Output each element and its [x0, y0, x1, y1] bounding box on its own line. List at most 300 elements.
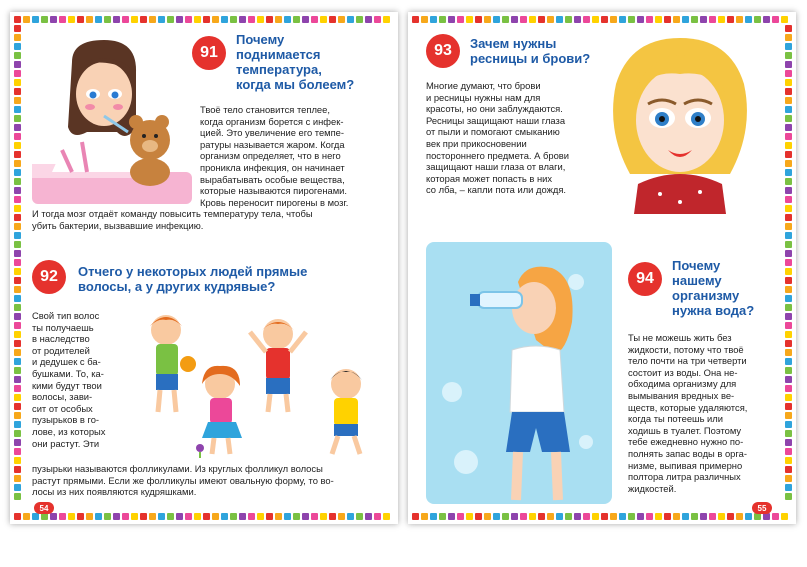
- border-dot: [785, 106, 792, 113]
- border-dot: [520, 16, 527, 23]
- border-dot: [785, 70, 792, 77]
- border-dot: [14, 367, 21, 374]
- right-page: [408, 12, 796, 524]
- border-dot: [421, 16, 428, 23]
- border-dot: [655, 16, 662, 23]
- border-dot: [565, 16, 572, 23]
- border-dot: [14, 115, 21, 122]
- border-dot: [785, 295, 792, 302]
- border-dot: [727, 513, 734, 520]
- text-line: Многие думают, что брови: [426, 80, 541, 91]
- border-dot: [785, 79, 792, 86]
- border-dot: [511, 16, 518, 23]
- border-dot: [412, 513, 419, 520]
- border-dot: [448, 16, 455, 23]
- border-dot: [785, 286, 792, 293]
- border-dot: [763, 513, 770, 520]
- text-line: от родителей: [32, 344, 90, 356]
- boy-dark-hair: [330, 369, 362, 454]
- border-dot: [754, 513, 761, 520]
- border-dot: [14, 513, 21, 520]
- border-dot: [610, 16, 617, 23]
- border-dot: [14, 430, 21, 437]
- title-line: когда мы болеем?: [236, 77, 355, 92]
- text-line: которые называются пирогенами.: [200, 185, 348, 197]
- question-94-title: [672, 258, 782, 318]
- text-line: И тогда мозг отдаёт команду повысить температуру тела, чтобы: [32, 208, 313, 219]
- border-dot: [785, 304, 792, 311]
- border-dot: [628, 16, 635, 23]
- border-dot: [538, 16, 545, 23]
- border-dot: [14, 484, 21, 491]
- border-dot: [574, 513, 581, 520]
- title-line: организму: [672, 288, 740, 303]
- question-92-text-full: [32, 463, 392, 498]
- border-dot: [14, 196, 21, 203]
- question-91-text-right: [200, 104, 390, 208]
- border-dot: [14, 403, 21, 410]
- border-dot: [14, 322, 21, 329]
- border-dot: [785, 430, 792, 437]
- border-dot: [785, 43, 792, 50]
- border-dot: [691, 513, 698, 520]
- left-bottom-border: [14, 513, 390, 520]
- border-dot: [628, 513, 635, 520]
- border-dot: [785, 277, 792, 284]
- border-dot: [221, 16, 228, 23]
- border-dot: [14, 232, 21, 239]
- border-dot: [484, 16, 491, 23]
- border-dot: [785, 97, 792, 104]
- border-dot: [311, 513, 318, 520]
- border-dot: [14, 313, 21, 320]
- border-dot: [502, 16, 509, 23]
- border-dot: [691, 16, 698, 23]
- border-dot: [158, 513, 165, 520]
- border-dot: [140, 16, 147, 23]
- border-dot: [59, 513, 66, 520]
- border-dot: [257, 513, 264, 520]
- text-line: кими будут твои: [32, 379, 102, 391]
- border-dot: [538, 513, 545, 520]
- border-dot: [59, 16, 66, 23]
- border-dot: [448, 513, 455, 520]
- border-dot: [646, 16, 653, 23]
- text-line: обходима организму для: [628, 378, 737, 390]
- right-top-border: [412, 16, 788, 23]
- border-dot: [14, 142, 21, 149]
- border-dot: [14, 466, 21, 473]
- girl-center: [202, 366, 242, 454]
- text-line: век при прикосновении: [426, 137, 527, 149]
- text-line: организм определяет, что в него: [200, 150, 341, 162]
- doll-illustration: [600, 34, 760, 214]
- text-line: растут прямыми. Если же фолликулы имеют овальную форму, то во-: [32, 474, 334, 486]
- border-dot: [176, 513, 183, 520]
- left-page: [10, 12, 398, 524]
- border-dot: [14, 79, 21, 86]
- border-dot: [785, 448, 792, 455]
- border-dot: [230, 513, 237, 520]
- border-dot: [610, 513, 617, 520]
- border-dot: [113, 16, 120, 23]
- question-94-badge: 94: [628, 262, 662, 296]
- border-dot: [41, 16, 48, 23]
- border-dot: [383, 16, 390, 23]
- border-dot: [655, 513, 662, 520]
- border-dot: [709, 16, 716, 23]
- border-dot: [785, 457, 792, 464]
- question-91-badge: 91: [192, 36, 226, 70]
- border-dot: [466, 16, 473, 23]
- title-line: Почему: [236, 32, 285, 47]
- border-dot: [14, 304, 21, 311]
- border-dot: [32, 16, 39, 23]
- border-dot: [14, 187, 21, 194]
- border-dot: [547, 16, 554, 23]
- sick-girl-illustration: [32, 32, 192, 212]
- border-dot: [14, 178, 21, 185]
- border-dot: [185, 16, 192, 23]
- question-93-title: [470, 36, 620, 66]
- text-line: низме, выпивая примерно: [628, 459, 743, 471]
- border-dot: [167, 513, 174, 520]
- question-92-badge: 92: [32, 260, 66, 294]
- title-line: поднимается: [236, 47, 321, 62]
- border-dot: [785, 178, 792, 185]
- border-dot: [785, 115, 792, 122]
- border-dot: [239, 16, 246, 23]
- border-dot: [592, 513, 599, 520]
- border-dot: [203, 513, 210, 520]
- question-92-title: [78, 264, 388, 294]
- border-dot: [682, 513, 689, 520]
- border-dot: [466, 513, 473, 520]
- text-line: от пыли и помогают смыканию: [426, 126, 560, 138]
- text-line: жидкости, потому что твоё: [628, 343, 744, 355]
- border-dot: [785, 232, 792, 239]
- border-dot: [14, 34, 21, 41]
- border-dot: [338, 513, 345, 520]
- border-dot: [785, 223, 792, 230]
- border-dot: [176, 16, 183, 23]
- border-dot: [113, 513, 120, 520]
- border-dot: [23, 513, 30, 520]
- border-dot: [785, 331, 792, 338]
- border-dot: [131, 16, 138, 23]
- border-dot: [457, 16, 464, 23]
- right-side-border: [785, 25, 792, 500]
- border-dot: [619, 16, 626, 23]
- border-dot: [718, 513, 725, 520]
- border-dot: [754, 16, 761, 23]
- border-dot: [637, 16, 644, 23]
- border-dot: [785, 268, 792, 275]
- border-dot: [14, 268, 21, 275]
- border-dot: [475, 16, 482, 23]
- border-dot: [785, 466, 792, 473]
- left-side-border: [14, 25, 21, 500]
- text-line: вырабатывать особые вещества,: [200, 173, 345, 185]
- text-line: полнять запас воды в орга-: [628, 447, 747, 459]
- boy-with-ball: [150, 315, 196, 412]
- text-line: ты получаешь: [32, 321, 94, 333]
- border-dot: [284, 16, 291, 23]
- border-dot: [50, 513, 57, 520]
- border-dot: [412, 16, 419, 23]
- text-line: Свой тип волос: [32, 310, 100, 321]
- border-dot: [547, 513, 554, 520]
- text-line: со лба, – капли пота или дождя.: [426, 184, 567, 196]
- border-dot: [365, 16, 372, 23]
- text-line: вымывания вредных ве-: [628, 389, 735, 401]
- border-dot: [131, 513, 138, 520]
- text-line: Ресницы защищают наши глаза: [426, 114, 566, 126]
- border-dot: [14, 277, 21, 284]
- border-dot: [14, 421, 21, 428]
- border-dot: [149, 513, 156, 520]
- border-dot: [266, 16, 273, 23]
- border-dot: [122, 16, 129, 23]
- border-dot: [772, 16, 779, 23]
- text-line: Кровь переносит пирогены в мозг.: [200, 196, 349, 208]
- border-dot: [266, 513, 273, 520]
- border-dot: [14, 25, 21, 32]
- border-dot: [556, 16, 563, 23]
- text-line: жидкостей.: [628, 482, 677, 494]
- border-dot: [601, 16, 608, 23]
- text-line: цией. Это увеличение его темпе-: [200, 127, 345, 139]
- border-dot: [785, 160, 792, 167]
- border-dot: [781, 513, 788, 520]
- border-dot: [230, 16, 237, 23]
- border-dot: [320, 16, 327, 23]
- border-dot: [785, 250, 792, 257]
- border-dot: [785, 340, 792, 347]
- border-dot: [14, 340, 21, 347]
- border-dot: [475, 513, 482, 520]
- border-dot: [320, 513, 327, 520]
- text-line: проникла инфекция, он начинает: [200, 161, 345, 173]
- border-dot: [365, 513, 372, 520]
- border-dot: [248, 16, 255, 23]
- border-dot: [484, 513, 491, 520]
- border-dot: [785, 484, 792, 491]
- border-dot: [14, 358, 21, 365]
- border-dot: [785, 385, 792, 392]
- text-line: когда ты потеешь или: [628, 413, 723, 425]
- border-dot: [785, 412, 792, 419]
- border-dot: [50, 16, 57, 23]
- border-dot: [565, 513, 572, 520]
- border-dot: [14, 97, 21, 104]
- border-dot: [374, 513, 381, 520]
- border-dot: [574, 16, 581, 23]
- text-line: ратуры называется жаром. Когда: [200, 138, 345, 150]
- border-dot: [785, 187, 792, 194]
- question-92-text-left: [32, 310, 142, 449]
- border-dot: [718, 16, 725, 23]
- border-dot: [41, 513, 48, 520]
- border-dot: [14, 88, 21, 95]
- border-dot: [785, 196, 792, 203]
- border-dot: [439, 16, 446, 23]
- border-dot: [194, 513, 201, 520]
- border-dot: [529, 16, 536, 23]
- text-line: пузырьки называются фолликулами. Из круглых фолликул волосы: [32, 463, 323, 474]
- text-line: ходишь в туалет. Поэтому: [628, 424, 742, 436]
- text-line: постороннего предмета. А брови: [426, 149, 570, 161]
- border-dot: [86, 513, 93, 520]
- border-dot: [14, 214, 21, 221]
- text-line: ществ, которые удаляются,: [628, 401, 748, 413]
- border-dot: [781, 16, 788, 23]
- border-dot: [14, 106, 21, 113]
- border-dot: [520, 513, 527, 520]
- border-dot: [95, 16, 102, 23]
- border-dot: [347, 513, 354, 520]
- border-dot: [302, 16, 309, 23]
- title-line: ресницы и брови?: [470, 51, 591, 66]
- border-dot: [68, 16, 75, 23]
- border-dot: [592, 16, 599, 23]
- border-dot: [185, 513, 192, 520]
- border-dot: [785, 376, 792, 383]
- border-dot: [664, 513, 671, 520]
- border-dot: [493, 16, 500, 23]
- border-dot: [785, 133, 792, 140]
- border-dot: [785, 124, 792, 131]
- text-line: тебе ежедневно нужно по-: [628, 436, 744, 448]
- text-line: красоты, но они заблуждаются.: [426, 103, 563, 115]
- border-dot: [293, 513, 300, 520]
- border-dot: [673, 513, 680, 520]
- border-dot: [785, 205, 792, 212]
- border-dot: [745, 513, 752, 520]
- border-dot: [203, 16, 210, 23]
- border-dot: [14, 223, 21, 230]
- text-line: когда организм борется с инфек-: [200, 115, 344, 127]
- border-dot: [95, 513, 102, 520]
- border-dot: [646, 513, 653, 520]
- border-dot: [122, 513, 129, 520]
- border-dot: [682, 16, 689, 23]
- border-dot: [149, 16, 156, 23]
- border-dot: [329, 513, 336, 520]
- border-dot: [727, 16, 734, 23]
- border-dot: [14, 385, 21, 392]
- border-dot: [785, 313, 792, 320]
- border-dot: [785, 493, 792, 500]
- border-dot: [583, 16, 590, 23]
- border-dot: [14, 331, 21, 338]
- question-91-title: [236, 32, 386, 92]
- border-dot: [785, 214, 792, 221]
- border-dot: [511, 513, 518, 520]
- text-line: тело почти на три четверти: [628, 355, 747, 367]
- border-dot: [14, 133, 21, 140]
- border-dot: [14, 259, 21, 266]
- border-dot: [619, 513, 626, 520]
- title-line: Отчего у некоторых людей прямые: [78, 264, 308, 279]
- boy-arms-up: [250, 319, 306, 412]
- border-dot: [763, 16, 770, 23]
- question-94-text: [628, 332, 784, 494]
- text-line: бушками. То, ка-: [32, 367, 104, 379]
- question-93-text: [426, 80, 596, 196]
- border-dot: [14, 61, 21, 68]
- border-dot: [785, 259, 792, 266]
- border-dot: [785, 421, 792, 428]
- border-dot: [104, 513, 111, 520]
- border-dot: [457, 513, 464, 520]
- border-dot: [14, 70, 21, 77]
- border-dot: [14, 241, 21, 248]
- border-dot: [14, 160, 21, 167]
- border-dot: [257, 16, 264, 23]
- children-illustration: [128, 308, 386, 458]
- question-91-text-full: [32, 208, 392, 231]
- text-line: в наследство: [32, 333, 90, 345]
- border-dot: [77, 513, 84, 520]
- border-dot: [212, 16, 219, 23]
- border-dot: [785, 394, 792, 401]
- right-bottom-border: [412, 513, 788, 520]
- border-dot: [637, 513, 644, 520]
- border-dot: [14, 250, 21, 257]
- border-dot: [158, 16, 165, 23]
- border-dot: [275, 513, 282, 520]
- border-dot: [785, 151, 792, 158]
- text-line: которая может попасть в них: [426, 172, 553, 184]
- border-dot: [311, 16, 318, 23]
- border-dot: [601, 513, 608, 520]
- border-dot: [356, 16, 363, 23]
- border-dot: [14, 493, 21, 500]
- text-line: лове, из которых: [32, 425, 106, 437]
- text-line: Ты не можешь жить без: [628, 332, 732, 343]
- border-dot: [14, 349, 21, 356]
- border-dot: [248, 513, 255, 520]
- drinking-girl-illustration: [426, 242, 612, 504]
- border-dot: [284, 513, 291, 520]
- border-dot: [673, 16, 680, 23]
- border-dot: [14, 151, 21, 158]
- page-number-right: 55: [752, 502, 772, 514]
- border-dot: [14, 439, 21, 446]
- text-line: лосы из них появляются кудряшками.: [32, 486, 197, 498]
- border-dot: [785, 403, 792, 410]
- border-dot: [32, 513, 39, 520]
- border-dot: [14, 169, 21, 176]
- border-dot: [529, 513, 536, 520]
- border-dot: [785, 439, 792, 446]
- border-dot: [664, 16, 671, 23]
- border-dot: [212, 513, 219, 520]
- border-dot: [785, 88, 792, 95]
- border-dot: [439, 513, 446, 520]
- border-dot: [785, 241, 792, 248]
- border-dot: [736, 513, 743, 520]
- border-dot: [86, 16, 93, 23]
- border-dot: [14, 295, 21, 302]
- border-dot: [430, 513, 437, 520]
- text-line: защищают наши глаза от влаги,: [426, 161, 566, 173]
- border-dot: [14, 448, 21, 455]
- border-dot: [77, 16, 84, 23]
- title-line: температура,: [236, 62, 322, 77]
- border-dot: [785, 52, 792, 59]
